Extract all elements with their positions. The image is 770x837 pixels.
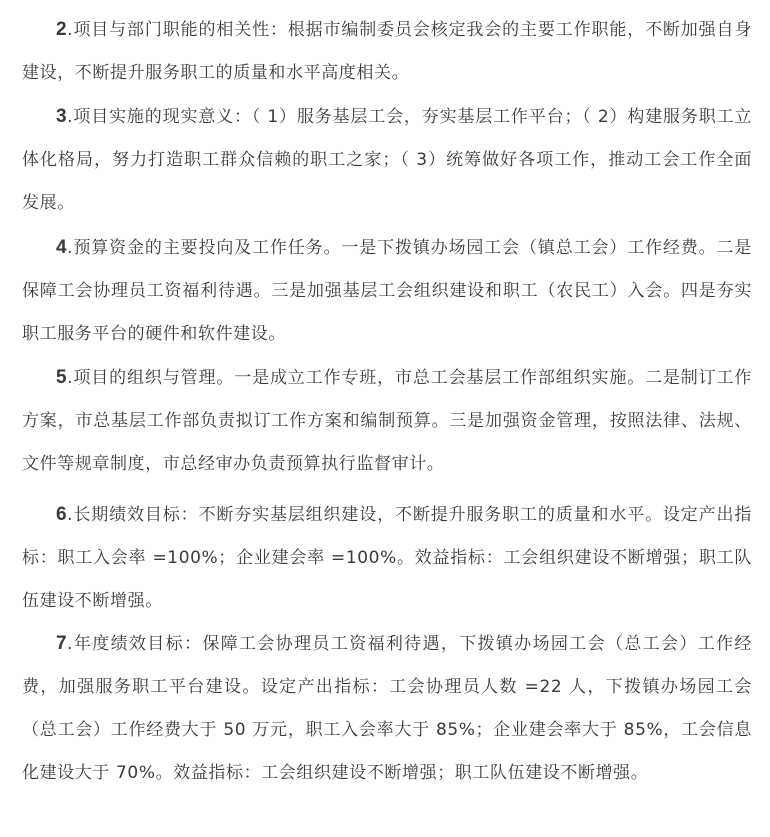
paragraph-number: 6 bbox=[56, 504, 68, 525]
paragraph-2 bbox=[22, 8, 752, 95]
paragraph-text: .长期绩效目标：不断夯实基层组织建设，不断提升服务职工的质量和水平。设定产出指标：职工入会率 =100%；企业建会率 =100%。效益指标：工会组织建设不断增强；职工队伍建设不断增强。 bbox=[22, 505, 752, 611]
paragraph-text: .年度绩效目标：保障工会协理员工资福利待遇，下拨镇办场园工会（总工会）工作经费，加强服务职工平台建设。设定产出指标：工会协理员人数 =22 人，下拨镇办场园工会（总工会）工作经费大于 50 万元，职工入会率大于 85%；企业建会率大于 85%，工会信息化建设大于 70%。效益指标：工会组织建设不断增强；职工队伍建设不断增强。 bbox=[22, 634, 752, 783]
paragraph-number: 4 bbox=[56, 237, 68, 258]
paragraph-number: 2 bbox=[56, 19, 68, 40]
paragraph-text: .预算资金的主要投向及工作任务。一是下拨镇办场园工会（镇总工会）工作经费。二是保障工会协理员工资福利待遇。三是加强基层工会组织建设和职工（农民工）入会。四是夯实职工服务平台的硬件和软件建设。 bbox=[22, 238, 752, 344]
paragraph-text: .项目实施的现实意义：（ 1）服务基层工会，夯实基层工作平台；（ 2）构建服务职工立体化格局，努力打造职工群众信赖的职工之家；（ 3）统筹做好各项工作，推动工会工作全面发展。 bbox=[22, 107, 752, 213]
paragraph-text: .项目与部门职能的相关性：根据市编制委员会核定我会的主要工作职能，不断加强自身建设，不断提升服务职工的质量和水平高度相关。 bbox=[22, 20, 752, 83]
paragraph-text: .项目的组织与管理。一是成立工作专班，市总工会基层工作部组织实施。二是制订工作方案，市总基层工作部负责拟订工作方案和编制预算。三是加强资金管理，按照法律、法规、文件等规章制度，市总经审办负责预算执行监督审计。 bbox=[22, 368, 752, 474]
paragraph-4 bbox=[22, 226, 752, 356]
paragraph-3 bbox=[22, 95, 752, 225]
paragraph-6 bbox=[22, 493, 752, 623]
paragraph-5 bbox=[22, 356, 752, 486]
paragraph-number: 7 bbox=[56, 633, 68, 654]
paragraph-number: 5 bbox=[56, 367, 68, 388]
paragraph-7 bbox=[22, 622, 752, 795]
paragraph-number: 3 bbox=[56, 106, 68, 127]
